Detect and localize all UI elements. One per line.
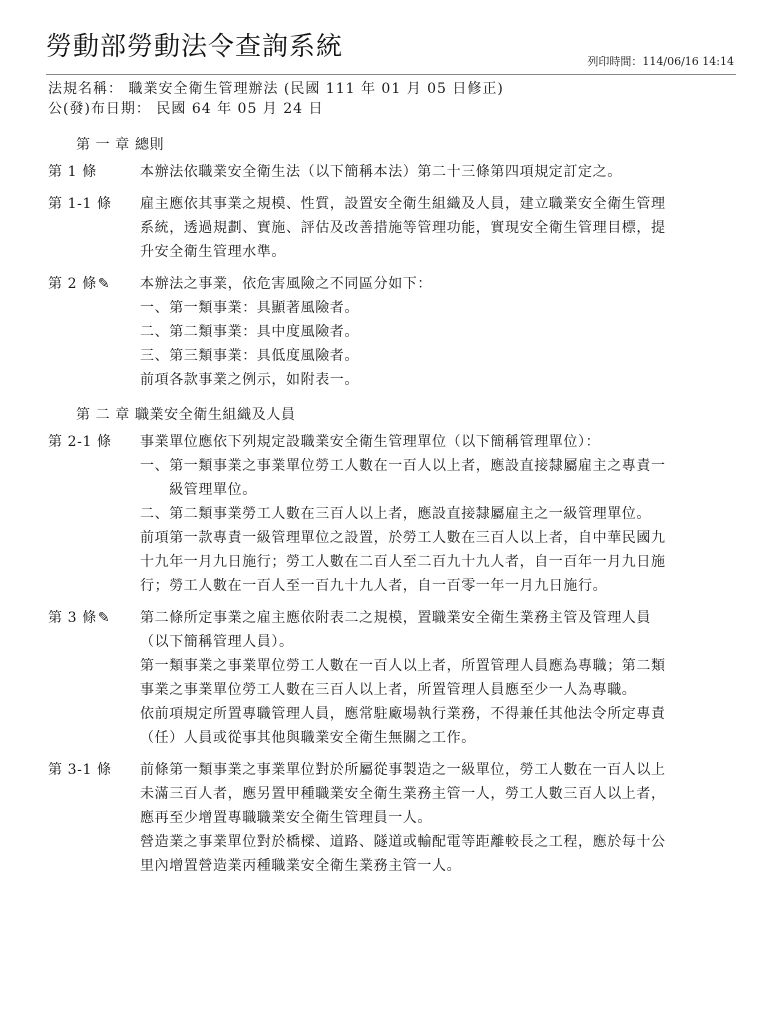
law-name: 法規名稱： 職業安全衛生管理辦法 (民國 111 年 01 月 05 日修正) [48, 81, 504, 97]
article-paragraph: 第二條所定事業之雇主應依附表二之規模，置職業安全衛生業務主管及管理人員（以下簡稱管理人員）。 [140, 610, 651, 650]
article-paragraph: 前項各款事業之例示，如附表一。 [140, 372, 359, 388]
chapter-heading-2: 第 二 章 職業安全衛生組織及人員 [76, 407, 296, 423]
edit-history-icon[interactable]: ✎ [97, 276, 111, 292]
article-paragraph: 前條第一類事業之事業單位對於所屬從事製造之一級單位，勞工人數在一百人以上未滿三百人者，應另置甲種職業安全衛生業務主管一人，勞工人數三百人以上者，應再至少增置專職職業安全衛生管理員一人。 [140, 762, 666, 826]
header-divider [46, 74, 736, 75]
article-number: 第 3 條 [48, 610, 97, 626]
promulgation-date: 公(發)布日期： 民國 64 年 05 月 24 日 [48, 101, 324, 117]
article-paragraph: 依前項規定所置專職管理人員，應常駐廠場執行業務，不得兼任其他法令所定專責（任）人員或從事其他與職業安全衛生無關之工作。 [140, 706, 666, 746]
article-paragraph: 營造業之事業單位對於橋樑、道路、隧道或輸配電等距離較長之工程，應於每十公里內增置營造業丙種職業安全衛生業務主管一人。 [140, 834, 666, 874]
article-body [140, 160, 668, 184]
article-number-cell [48, 606, 140, 750]
list-item [140, 320, 668, 344]
article-3 [48, 606, 668, 750]
item-text: 第二類事業勞工人數在三百人以上者，應設直接隸屬雇主之一級管理單位。 [169, 506, 652, 522]
article-paragraph: 本辦法之事業，依危害風險之不同區分如下： [140, 276, 432, 292]
article-2-1 [48, 430, 668, 598]
article-3-1 [48, 758, 668, 878]
item-mark: 一、 [140, 300, 170, 316]
article-number: 第 1 條 [48, 164, 97, 180]
list-item [140, 454, 668, 502]
article-paragraph: 事業單位應依下列規定設職業安全衛生管理單位（以下簡稱管理單位）： [140, 434, 601, 450]
article-body [140, 192, 668, 264]
item-mark: 二、 [140, 506, 170, 522]
site-title: 勞動部勞動法令查詢系統 [46, 32, 344, 62]
article-paragraph: 雇主應依其事業之規模、性質，設置安全衛生組織及人員，建立職業安全衛生管理系統，透過規劃、實施、評估及改善措施等管理功能，實現安全衛生管理目標，提升安全衛生管理水準。 [140, 196, 666, 260]
list-item [140, 502, 668, 526]
article-1 [48, 160, 668, 184]
item-text: 第二類事業：具中度風險者。 [169, 324, 360, 340]
law-meta [48, 79, 504, 119]
article-paragraph: 第一類事業之事業單位勞工人數在一百人以上者，所置管理人員應為專職；第二類事業之事業單位勞工人數在三百人以上者，所置管理人員應至少一人為專職。 [140, 658, 666, 698]
article-body [140, 272, 668, 392]
article-body [140, 430, 668, 598]
item-mark: 一、 [140, 458, 170, 474]
item-text: 第一類事業之事業單位勞工人數在一百人以上者，應設直接隸屬雇主之專責一級管理單位。 [169, 458, 666, 498]
article-number-cell [48, 272, 140, 392]
list-item [140, 344, 668, 368]
article-number: 第 2 條 [48, 276, 97, 292]
article-number: 第 1-1 條 [48, 196, 112, 212]
item-mark: 二、 [140, 324, 170, 340]
article-body [140, 758, 668, 878]
article-2 [48, 272, 668, 392]
article-body [140, 606, 668, 750]
article-paragraph: 本辦法依職業安全衛生法（以下簡稱本法）第二十三條第四項規定訂定之。 [140, 164, 622, 180]
article-number: 第 3-1 條 [48, 762, 112, 778]
item-text: 第一類事業：具顯著風險者。 [169, 300, 360, 316]
edit-history-icon[interactable]: ✎ [97, 610, 111, 626]
print-time: 列印時間：114/06/16 14:14 [587, 55, 734, 68]
article-paragraph: 前項第一款專責一級管理單位之設置，於勞工人數在三百人以上者，自中華民國九十九年一月九日施行；勞工人數在二百人至二百九十九人者，自一百年一月九日施行；勞工人數在一百人至一百九十九人者，自一百零一年一月九日施行。 [140, 530, 666, 594]
law-content [48, 130, 668, 886]
item-mark: 三、 [140, 348, 170, 364]
chapter-heading-1: 第 一 章 總則 [76, 137, 165, 153]
article-number: 第 2-1 條 [48, 434, 112, 450]
list-item [140, 296, 668, 320]
article-1-1 [48, 192, 668, 264]
page-header [0, 0, 768, 76]
item-text: 第三類事業：具低度風險者。 [169, 348, 360, 364]
